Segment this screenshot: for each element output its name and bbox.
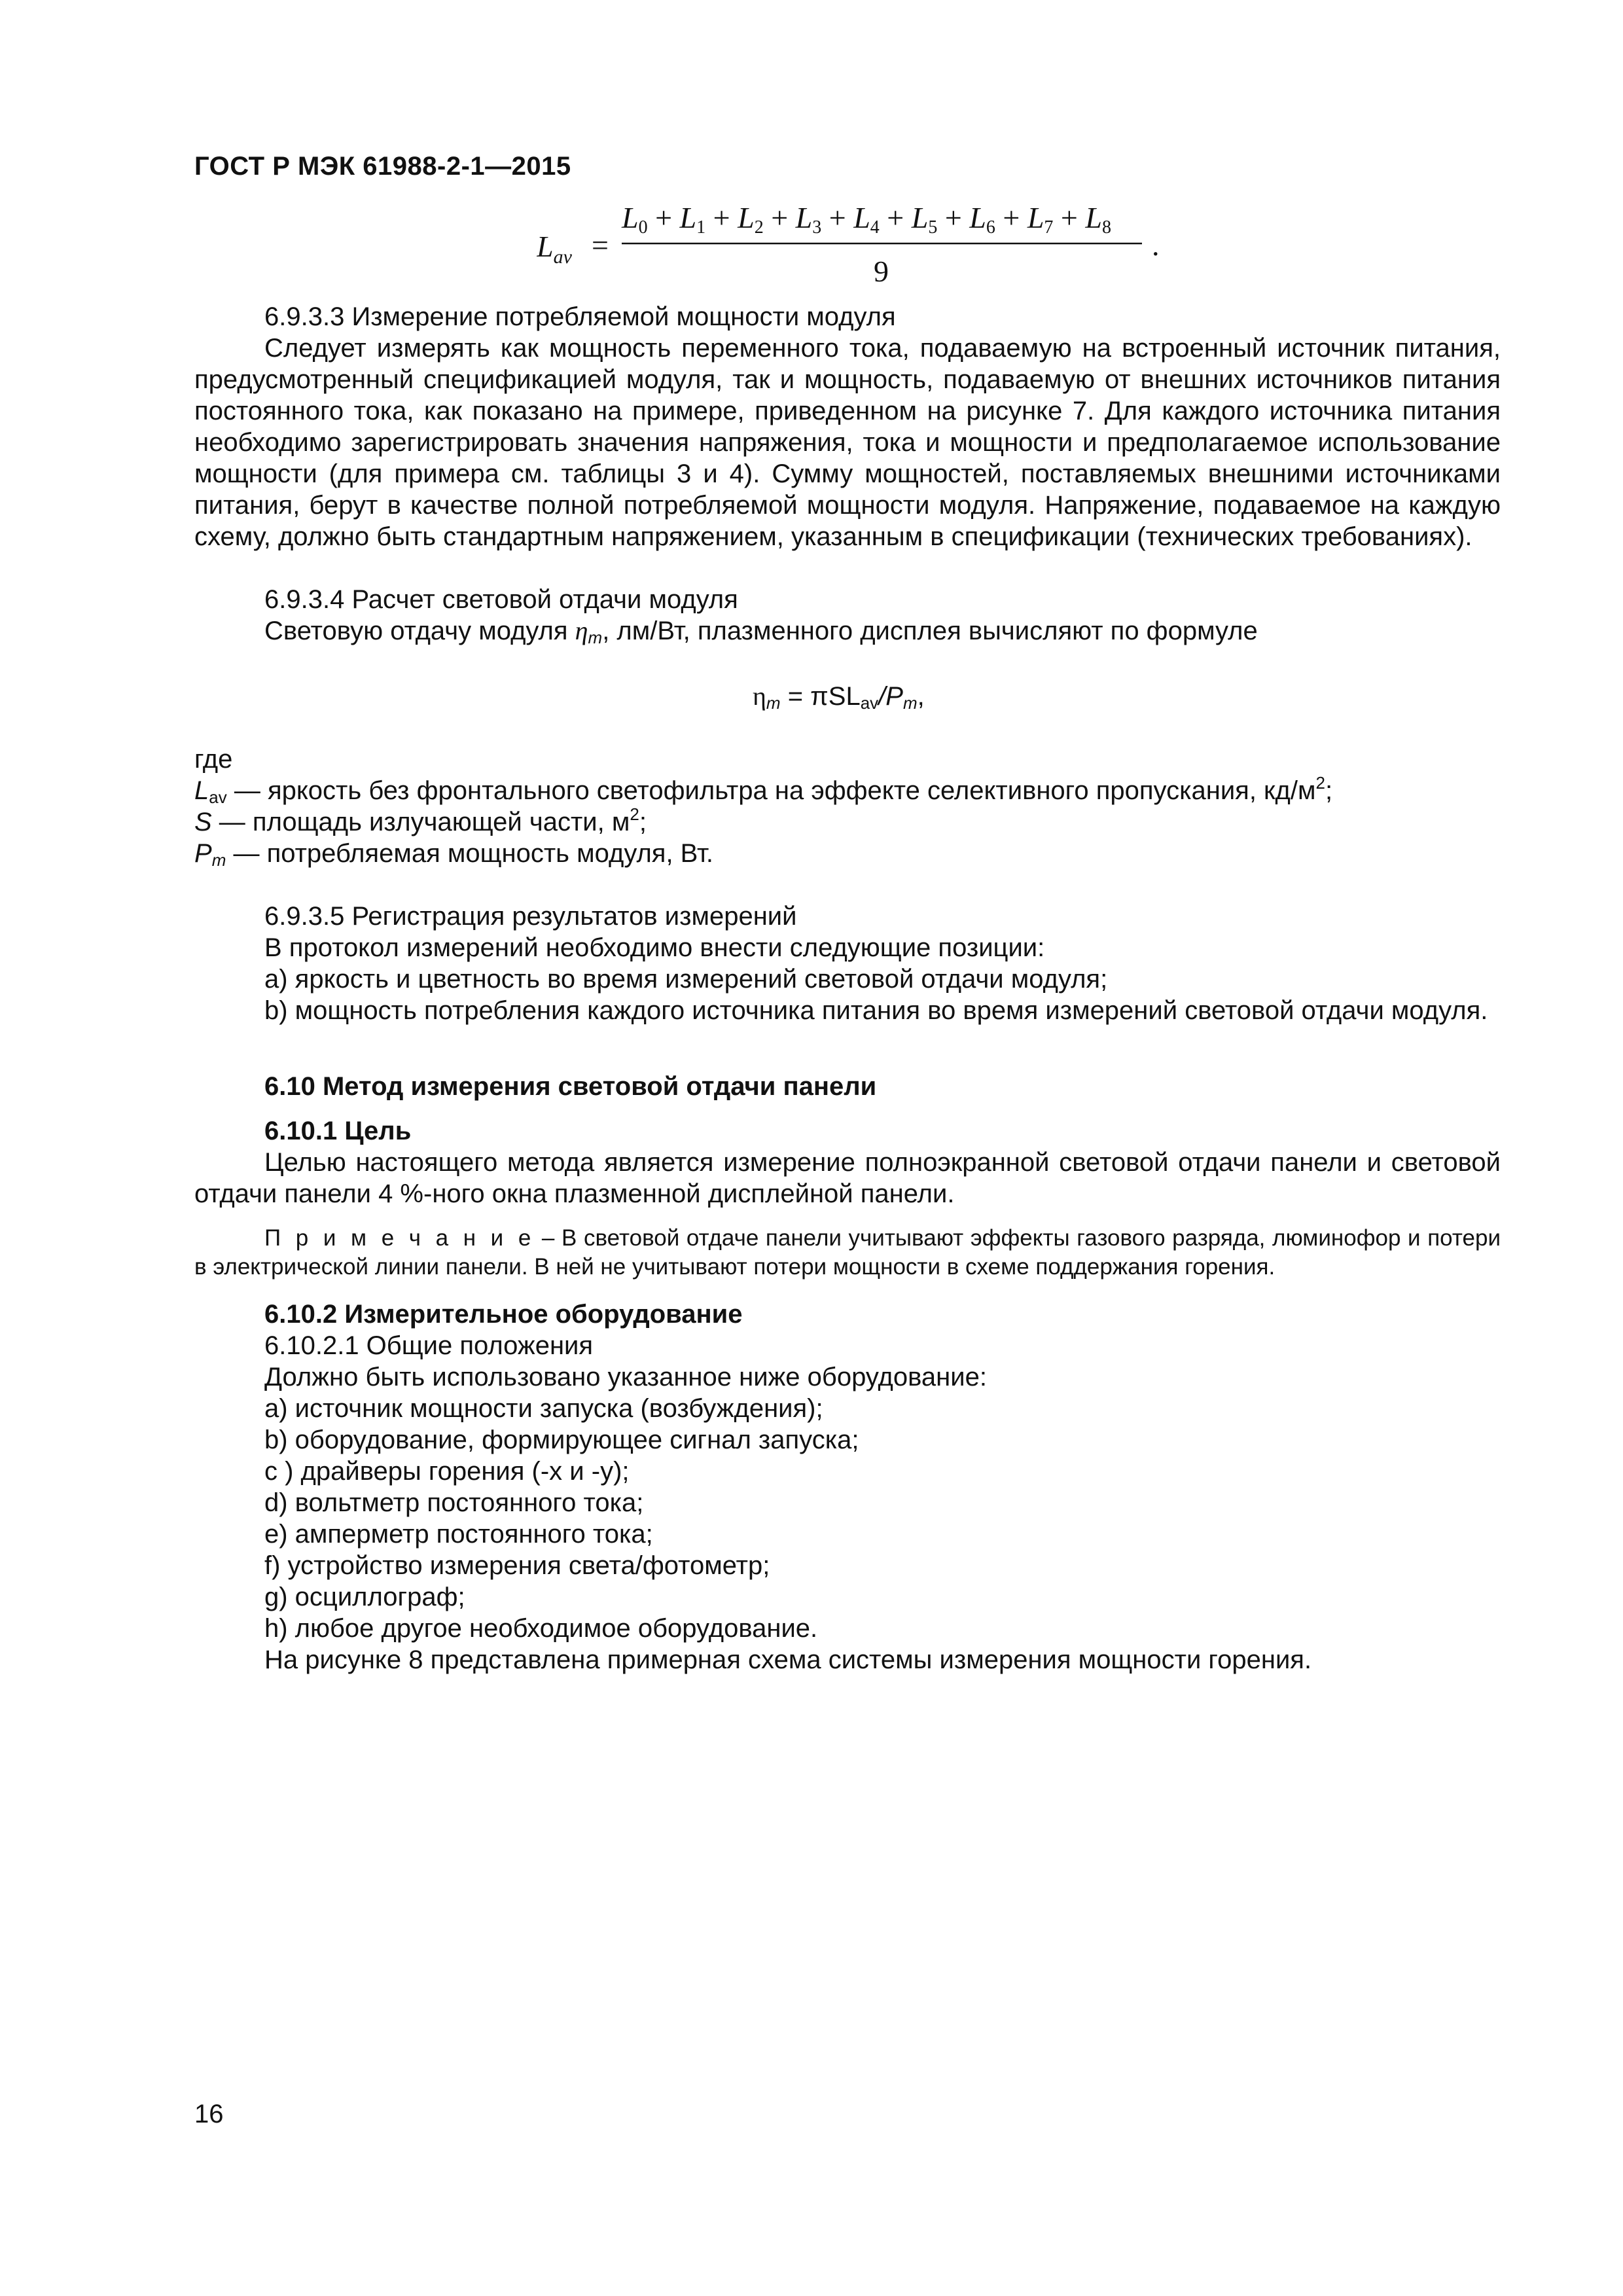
section-61021-heading: 6.10.2.1 Общие положения xyxy=(264,1331,594,1360)
section-6935-heading: 6.9.3.5 Регистрация результатов измерений xyxy=(264,902,797,931)
note xyxy=(194,1224,1501,1282)
equipment-item-b: b) оборудование, формирующее сигнал запуска; xyxy=(264,1426,859,1454)
definition-lav: $L_{av}$ — яркость без фронтального светофильтра на эффекте селективного пропускания, $кд/м^2$; xyxy=(194,773,1333,807)
equipment-item-a: а) источник мощности запуска (возбуждения); xyxy=(264,1394,823,1423)
formula-equals: = xyxy=(592,228,609,262)
section-6935-intro: В протокол измерений необходимо внести следующие позиции: xyxy=(264,933,1045,962)
formula-lav xyxy=(537,196,1178,295)
note-label: П р и м е ч а н и е xyxy=(264,1225,535,1251)
section-6935-item-b: b) мощность потребления каждого источника питания во время измерений световой отдачи модуля. xyxy=(264,996,1488,1025)
where-label: где xyxy=(194,745,233,774)
section-610-heading: 6.10 Метод измерения световой отдачи панели xyxy=(264,1072,877,1101)
section-6934-intro: Световую отдачу модуля $\eta_m$, лм/Вт, плазменного дисплея вычисляют по формуле xyxy=(264,616,1258,647)
formula-period: . xyxy=(1152,228,1160,262)
note-text: – В световой отдаче панели учитывают эффекты газового разряда, люминофор и потери в электрической линии панели. В ней не учитывают потери мощности в схеме поддержания горения. xyxy=(194,1225,1501,1280)
definition-pm: $P_m$ — потребляемая мощность модуля, Вт. xyxy=(194,839,714,870)
section-6101-heading: 6.10.1 Цель xyxy=(264,1117,412,1145)
svg-text:L0 + L1 + L2 + L3 + L4 + L5 +: L0 + L1 + L2 + L3 + L4 + L5 + L6 + L7 + L8 xyxy=(622,201,1111,238)
page-number: 16 xyxy=(194,2100,224,2128)
section-6934-heading: 6.9.3.4 Расчет световой отдачи модуля xyxy=(264,585,738,614)
section-61021-closing: На рисунке 8 представлена примерная схема системы измерения мощности горения. xyxy=(264,1645,1312,1674)
section-6933-body: Следует измерять как мощность переменного тока, подаваемую на встроенный источник питания, предусмотренный спецификацией модуля, так и мощность, подаваемую от внешних источников питания постоянного тока, как показано на примере, приведенном на рисунке 7. Для каждого источника питания необходимо зарегистрировать значения напряжения, тока и мощности и предполагаемое использование мощности (для примера см. таблицы 3 и 4). Сумму мощностей, поставляемых внешними источниками питания, берут в качестве полной потребляемой мощности модуля. Напряжение, подаваемое на каждую схему, должно быть стандартным напряжением, указанным в спецификации (технических требованиях). xyxy=(194,334,1501,551)
formula-lhs: $L_{av}$ xyxy=(537,230,572,268)
equipment-item-f: f) устройство измерения света/фотометр; xyxy=(264,1551,770,1580)
definition-s: S — площадь излучающей части, $м^2$; xyxy=(194,804,647,836)
section-61021-intro: Должно быть использовано указанное ниже оборудование: xyxy=(264,1363,987,1391)
section-6102-heading: 6.10.2 Измерительное оборудование xyxy=(264,1300,743,1329)
section-6935-item-a: а) яркость и цветность во время измерений световой отдачи модуля; xyxy=(264,965,1108,994)
formula-denominator: 9 xyxy=(874,255,889,288)
equipment-item-d: d) вольтметр постоянного тока; xyxy=(264,1488,644,1517)
equipment-item-g: g) осциллограф; xyxy=(264,1583,465,1611)
formula-numerator xyxy=(621,201,1111,238)
equipment-item-c: c ) драйверы горения (-x и -y); xyxy=(264,1457,630,1486)
formula-eta: $\eta_m = \pi SL_{av}/P_m$, xyxy=(753,681,925,713)
document-header: ГОСТ Р МЭК 61988-2-1—2015 xyxy=(194,152,571,181)
section-6933-heading: 6.9.3.3 Измерение потребляемой мощности модуля xyxy=(264,302,896,331)
section-6101-body: Целью настоящего метода является измерение полноэкранной световой отдачи панели и световой отдачи панели 4 %-ного окна плазменной дисплейной панели. xyxy=(194,1148,1501,1208)
equipment-item-e: e) амперметр постоянного тока; xyxy=(264,1520,653,1549)
equipment-item-h: h) любое другое необходимое оборудование. xyxy=(264,1614,818,1643)
